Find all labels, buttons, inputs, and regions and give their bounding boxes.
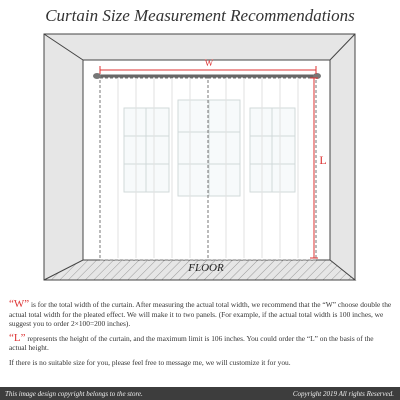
length-note — [9, 331, 393, 353]
length-note-text: represents the height of the curtain, and the maximum limit is 106 inches. You could order the “L” on the basis of the actual height. — [9, 333, 374, 353]
custom-size-note-text: If there is no suitable size for you, please feel free to message me, we will customize it for you. — [9, 357, 291, 367]
width-note-key: “W” — [9, 298, 30, 310]
footer-copyright: Copyright 2019 All rights Reserved. — [292, 390, 394, 398]
width-marker: W — [204, 58, 214, 68]
curtain-panel-right — [208, 78, 316, 260]
width-note — [9, 300, 393, 329]
custom-size-note — [9, 358, 393, 368]
footer-bar — [0, 387, 400, 400]
curtain-panel-left — [100, 78, 208, 260]
footer-store-notice: This image design copyright belongs to the store. — [5, 390, 143, 398]
measurement-notes — [9, 300, 393, 373]
length-note-key: “L” — [9, 331, 26, 344]
width-note-text: is for the total width of the curtain. After measuring the actual total width, we recommend that the “W” choose double the actual total width for the pleated effect. We will make it to two panels. (For example, if the actual total width is 100 inches, we suggest you to order 2×100=200 inches). — [9, 300, 392, 329]
page-title: Curtain Size Measurement Recommendations — [45, 6, 355, 25]
floor-label: FLOOR — [188, 262, 224, 274]
length-marker: L — [319, 153, 327, 167]
